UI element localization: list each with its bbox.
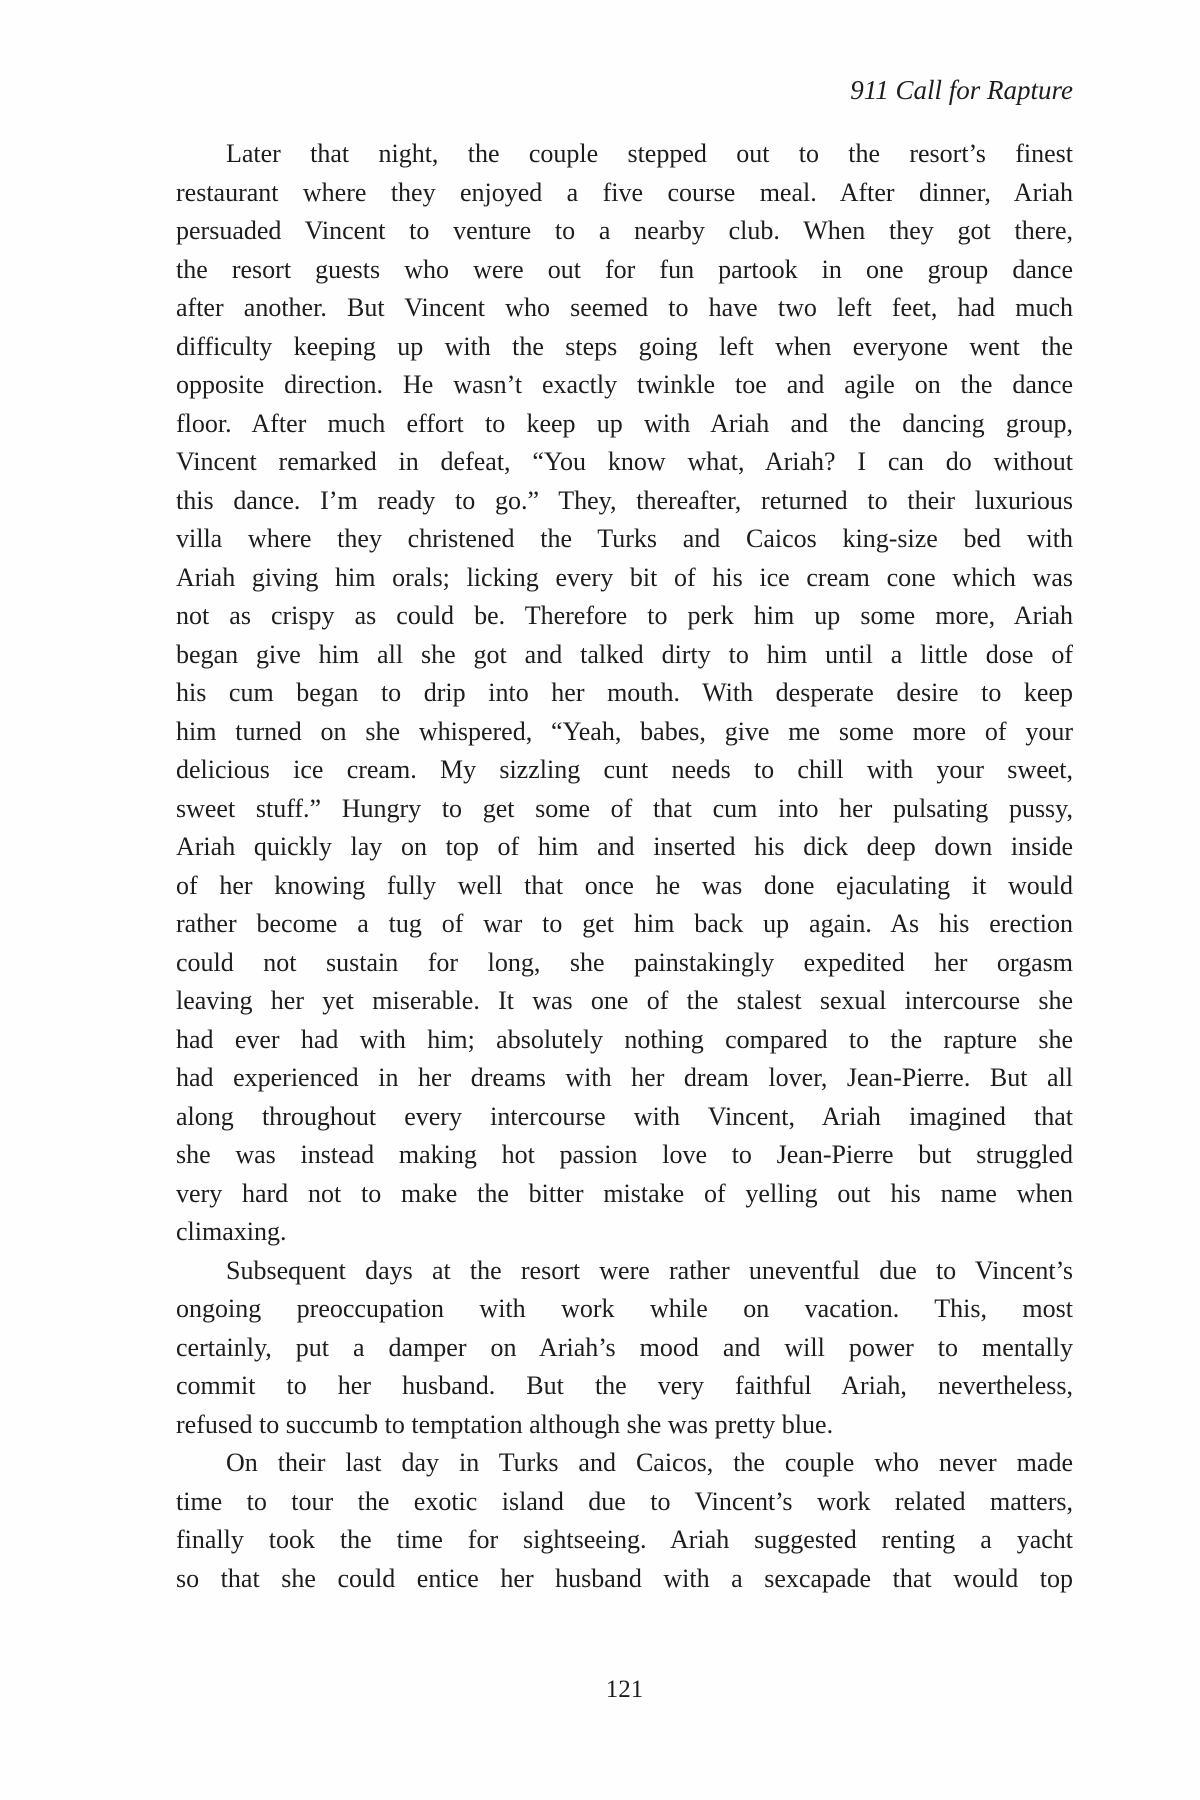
text-line: difficulty keeping up with the steps going left when everyone went the — [176, 331, 1073, 361]
text-line: Ariah giving him orals; licking every bit of his ice cream cone which was — [176, 562, 1073, 592]
text-line: not as crispy as could be. Therefore to perk him up some more, Ariah — [176, 601, 1073, 630]
text-line: of her knowing fully well that once he was done ejaculating it would — [176, 870, 1073, 900]
text-line: climaxing. — [176, 1217, 287, 1246]
text-line: villa where they christened the Turks and Caicos king-size bed with — [176, 524, 1073, 553]
text-line: along throughout every intercourse with Vincent, Ariah imagined that — [176, 1101, 1073, 1131]
paragraph — [176, 1444, 1073, 1598]
text-line: opposite direction. He wasn’t exactly twinkle toe and agile on the dance — [176, 370, 1073, 399]
text-line: floor. After much effort to keep up with Ariah and the dancing group, — [176, 408, 1073, 438]
text-line: this dance. I’m ready to go.” They, thereafter, returned to their luxurious — [176, 485, 1073, 515]
text-line: finally took the time for sightseeing. Ariah suggested renting a yacht — [176, 1525, 1073, 1554]
text-line: Later that night, the couple stepped out to the resort’s finest — [226, 139, 1073, 168]
text-line: restaurant where they enjoyed a five course meal. After dinner, Ariah — [176, 177, 1073, 207]
text-line: began give him all she got and talked dirty to him until a little dose of — [176, 639, 1073, 669]
paragraph — [176, 135, 1073, 1252]
text-line: the resort guests who were out for fun partook in one group dance — [176, 254, 1073, 284]
text-line: his cum began to drip into her mouth. With desperate desire to keep — [176, 678, 1073, 707]
text-line: Subsequent days at the resort were rather uneventful due to Vincent’s — [226, 1255, 1073, 1285]
text-line: Vincent remarked in defeat, “You know what, Ariah? I can do without — [176, 447, 1073, 476]
text-line: very hard not to make the bitter mistake of yelling out his name when — [176, 1178, 1073, 1208]
text-line: rather become a tug of war to get him back up again. As his erection — [176, 909, 1073, 938]
page-number: 121 — [605, 1676, 644, 1703]
text-line: persuaded Vincent to venture to a nearby club. When they got there, — [176, 216, 1073, 245]
text-line: sweet stuff.” Hungry to get some of that cum into her pulsating pussy, — [176, 793, 1073, 823]
text-line: him turned on she whispered, “Yeah, babes, give me some more of your — [176, 716, 1073, 746]
text-line: after another. But Vincent who seemed to have two left feet, had much — [176, 293, 1073, 322]
text-line: could not sustain for long, she painstakingly expedited her orgasm — [176, 947, 1073, 977]
text-line: certainly, put a damper on Ariah’s mood and will power to mentally — [176, 1332, 1073, 1362]
page-body-text — [176, 135, 1073, 1598]
text-line: Ariah quickly lay on top of him and inserted his dick deep down inside — [176, 832, 1073, 861]
text-line: leaving her yet miserable. It was one of the stalest sexual intercourse she — [176, 986, 1073, 1015]
text-line: time to tour the exotic island due to Vincent’s work related matters, — [176, 1486, 1073, 1516]
text-line: delicious ice cream. My sizzling cunt needs to chill with your sweet, — [176, 755, 1073, 784]
text-line: had experienced in her dreams with her dream lover, Jean-Pierre. But all — [176, 1063, 1073, 1092]
text-line: On their last day in Turks and Caicos, the couple who never made — [226, 1448, 1073, 1477]
text-line: ongoing preoccupation with work while on vacation. This, most — [176, 1294, 1073, 1323]
text-line: she was instead making hot passion love to Jean-Pierre but struggled — [176, 1140, 1073, 1169]
running-header: 911 Call for Rapture — [850, 75, 1073, 105]
text-line: so that she could entice her husband with a sexcapade that would top — [176, 1563, 1073, 1593]
paragraph — [176, 1252, 1073, 1445]
text-line: refused to succumb to temptation although she was pretty blue. — [176, 1409, 834, 1439]
text-line: commit to her husband. But the very faithful Ariah, nevertheless, — [176, 1371, 1073, 1400]
text-line: had ever had with him; absolutely nothing compared to the rapture she — [176, 1024, 1073, 1054]
